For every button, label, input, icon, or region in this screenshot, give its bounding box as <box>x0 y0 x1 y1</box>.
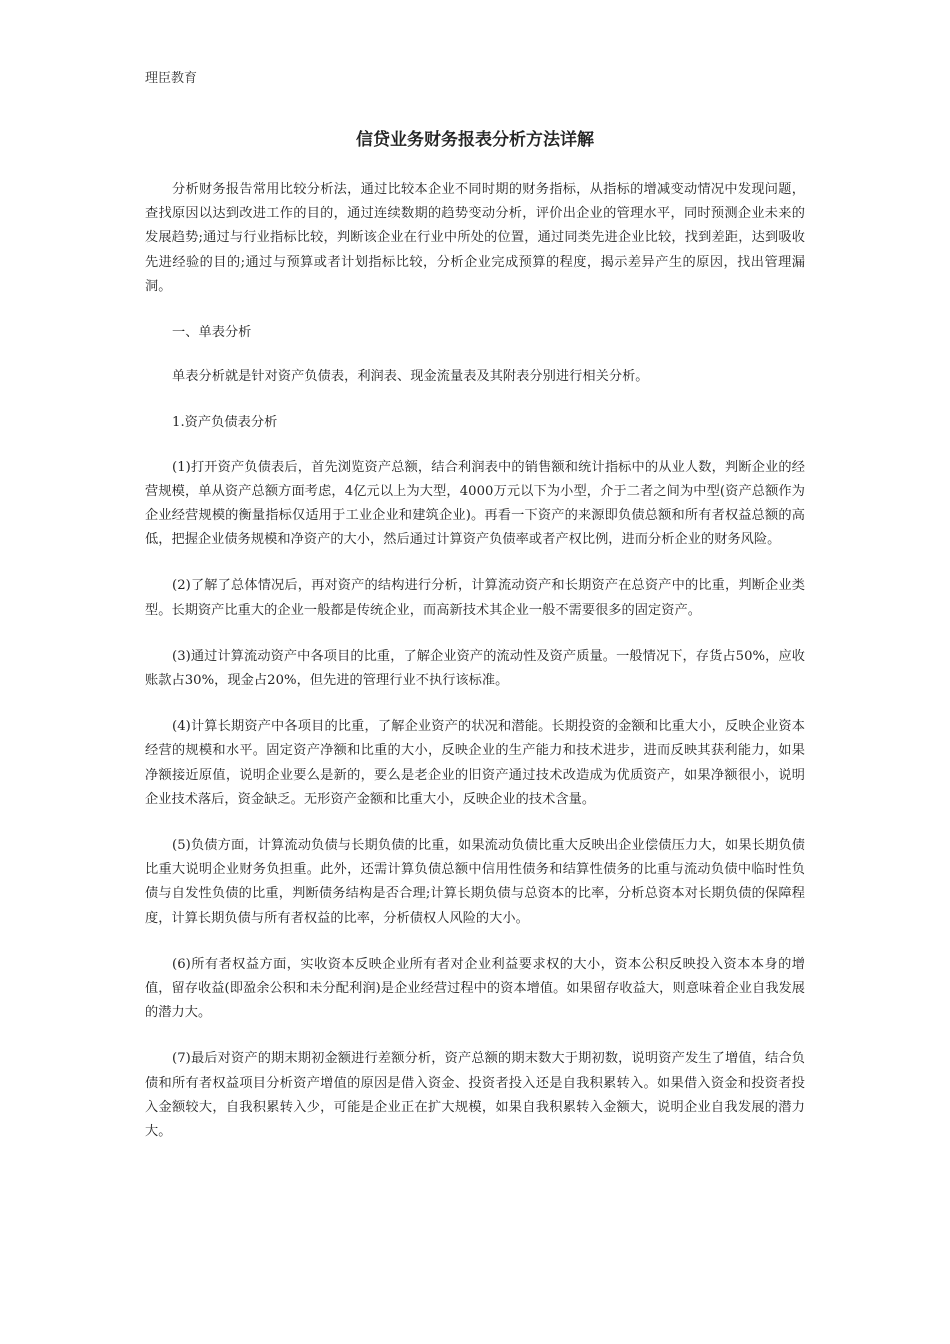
subsection-heading-balance-sheet: 1.资产负债表分析 <box>172 415 278 431</box>
paragraph-item-5: (5)负债方面，计算流动负债与长期负债的比重，如果流动负债比重大反映出企业偿债压力大，如果长期负债比重大说明企业财务负担重。此外，还需计算负债总额中信用性债务和结算性债务的比重与流动负债中临时性负债与自发性负债的比重，判断债务结构是否合理;计算长期负债与总资本的比率，分析总资本对长期负债的保障程度，计算长期负债与所有者权益的比率，分析债权人风险的大小。 <box>145 838 805 926</box>
paragraph-item-7: (7)最后对资产的期末期初金额进行差额分析，资产总额的期末数大于期初数，说明资产发生了增值，结合负债和所有者权益项目分析资产增值的原因是借入资金、投资者投入还是自我积累转入。如果借入资金和投资者投入金额较大，自我积累转入少，可能是企业正在扩大规模，如果自我积累转入金额大，说明企业自我发展的潜力大。 <box>145 1051 805 1140</box>
document-body <box>145 178 805 1166</box>
paragraph-item-3: (3)通过计算流动资产中各项目的比重，了解企业资产的流动性及资产质量。一般情况下，存货占50%，应收账款占30%，现金占20%，但先进的管理行业不执行该标准。 <box>145 648 805 689</box>
paragraph-item-2: (2)了解了总体情况后，再对资产的结构进行分析，计算流动资产和长期资产在总资产中的比重，判断企业类型。长期资产比重大的企业一般都是传统企业，而高新技术其企业一般不需要很多的固定资产。 <box>145 578 805 618</box>
paragraph-item-4: (4)计算长期资产中各项目的比重，了解企业资产的状况和潜能。长期投资的金额和比重大小，反映企业资本经营的规模和水平。固定资产净额和比重的大小，反映企业的生产能力和技术进步，进而反映其获利能力，如果净额接近原值，说明企业要么是新的，要么是老企业的旧资产通过技术改造成为优质资产，如果净额很小，说明企业技术落后，资金缺乏。无形资产金额和比重大小，反映企业的技术含量。 <box>145 719 805 807</box>
paragraph-item-6: (6)所有者权益方面，实收资本反映企业所有者对企业利益要求权的大小，资本公积反映投入资本本身的增值，留存收益(即盈余公积和未分配利润)是企业经营过程中的资本增值。如果留存收益大，则意味着企业自我发展的潜力大。 <box>145 956 805 1021</box>
section-heading-single-table: 一、单表分析 <box>172 325 252 341</box>
paragraph-single-table-desc: 单表分析就是针对资产负债表，利润表、现金流量表及其附表分别进行相关分析。 <box>172 369 649 385</box>
paragraph-intro: 分析财务报告常用比较分析法，通过比较本企业不同时期的财务指标，从指标的增减变动情况中发现问题，查找原因以达到改进工作的目的，通过连续数期的趋势变动分析，评价出企业的管理水平，同时预测企业未来的发展趋势;通过与行业指标比较，判断该企业在行业中所处的位置，通过同类先进企业比较，找到差距，达到吸收先进经验的目的;通过与预算或者计划指标比较，分析企业完成预算的程度，揭示差异产生的原因，找出管理漏洞。 <box>145 182 805 294</box>
paragraph-item-1: (1)打开资产负债表后，首先浏览资产总额，结合利润表中的销售额和统计指标中的从业人数，判断企业的经营规模，单从资产总额方面考虑，4亿元以上为大型，4000万元以下为小型，介于二者之间为中型(资产总额作为企业经营规模的衡量指标仅适用于工业企业和建筑企业)。再看一下资产的来源即负债总额和所有者权益总额的高低，把握企业债务规模和净资产的大小，然后通过计算资产负债率或者产权比例，进而分析企业的财务风险。 <box>145 459 805 548</box>
header-org: 理臣教育 <box>145 71 198 86</box>
document-title: 信贷业务财务报表分析方法详解 <box>356 130 594 150</box>
